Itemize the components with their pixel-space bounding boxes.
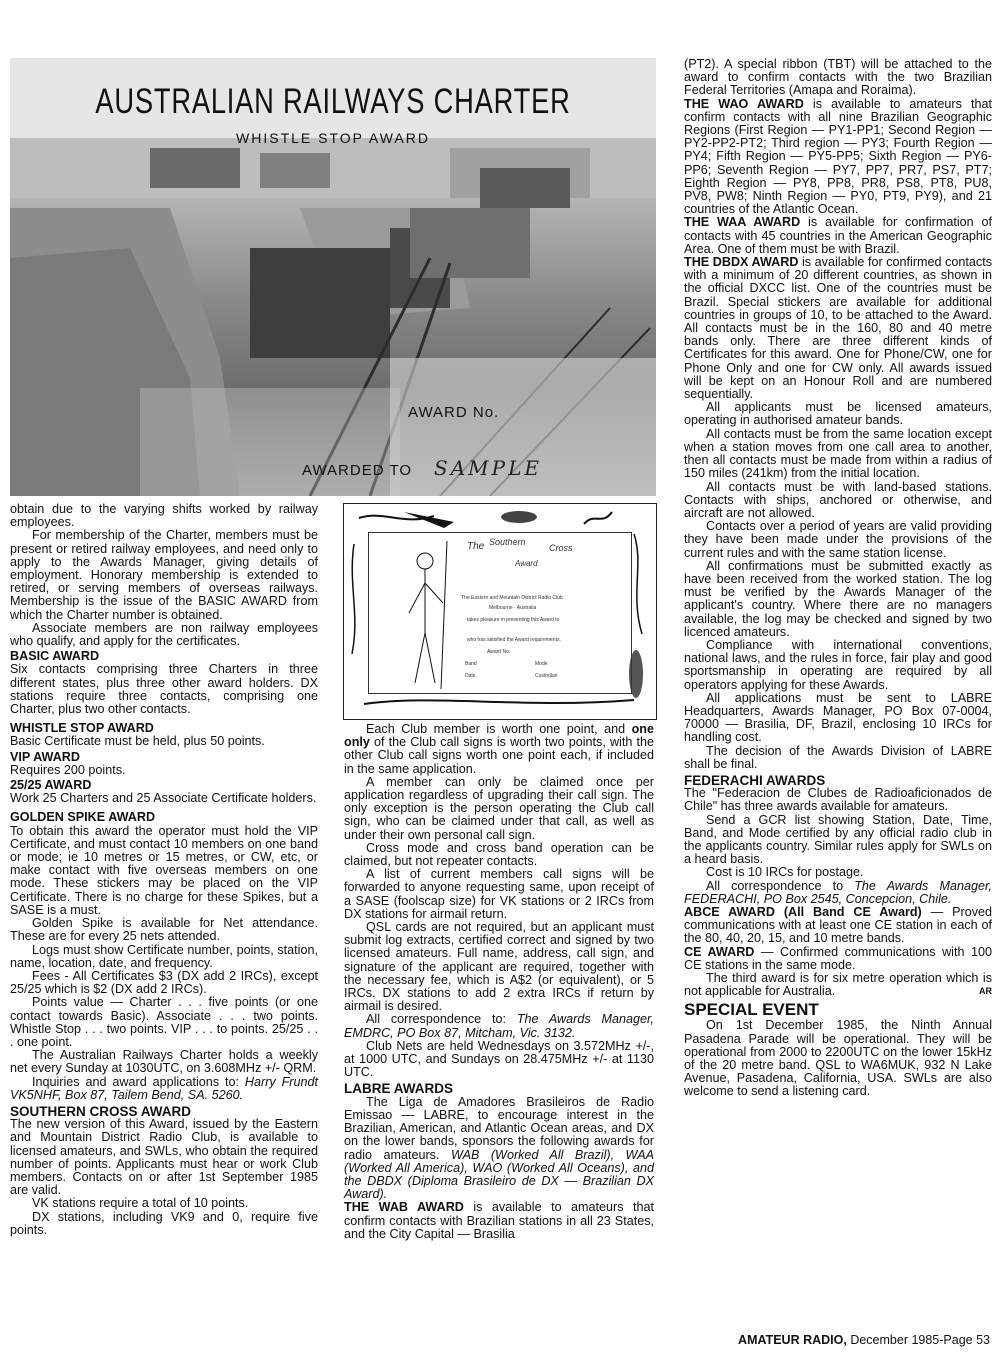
paragraph [344, 1013, 654, 1039]
paragraph: The "Federacion de Clubes de Radioaficionados de Chile" has three awards available for amateurs. [684, 786, 992, 814]
heading-ce-award: CE AWARD [684, 944, 755, 959]
paragraph: Cross mode and cross band operation can be claimed, but not repeater contacts. [344, 840, 654, 869]
heading-golden-spike-award: GOLDEN SPIKE AWARD [10, 810, 156, 825]
text: Inquiries and award applications to: [32, 1074, 245, 1089]
heading-wab-award: THE WAB AWARD [344, 1200, 464, 1215]
column-2 [344, 723, 654, 1241]
end-mark: AR [979, 986, 992, 997]
paragraph: obtain due to the varying shifts worked by railway employees. [10, 502, 318, 530]
text: of the Club call signs is worth two points, with the other Club call signs worth one point each, if included in the same application. [344, 735, 654, 776]
address: The Awards Manager, EMDRC, PO Box 87, Mitcham, Vic. 3132. [344, 1012, 654, 1040]
cert-line-3: takes pleasure in presenting this Award to [467, 617, 560, 623]
paragraph: The decision of the Awards Division of LABRE shall be final. [684, 743, 992, 771]
heading-2525-award: 25/25 AWARD [10, 778, 92, 793]
text: The third award is for six metre operation which is not applicable for Australia. [684, 971, 992, 999]
paragraph: Six contacts comprising three Charters in three different states, plus three other award holders. DX stations require three contacts, comprising one Charter, plus two other contacts. [10, 662, 318, 717]
address: The Awards Manager, FEDERACHI, PO Box 2545, Concepcion, Chile. [684, 878, 992, 906]
paragraph [684, 880, 992, 906]
heading-whistle-stop-award: WHISTLE STOP AWARD [10, 721, 154, 736]
heading-federachi-awards: FEDERACHI AWARDS [684, 772, 826, 788]
railway-scene-drawing [10, 58, 656, 496]
column-3 [684, 58, 992, 1099]
issue-date: December 1985- [846, 1333, 944, 1347]
cert-award-no: Award No. [487, 649, 511, 655]
paragraph: The Australian Railways Charter holds a weekly net every Sunday at 1030UTC, on 3.608MHz +/- QRM. [10, 1048, 318, 1076]
paragraph: Compliance with international conventions, national laws, and the rules in force, fair play and good sportsmanship in operating are required by all operators applying for these Awards. [684, 637, 992, 692]
page-number: Page 53 [943, 1333, 990, 1347]
paragraph [684, 256, 992, 401]
paragraph [344, 1201, 654, 1241]
paragraph: For membership of the Charter, members must be present or retired railway employees, and need only to apply to the Awards Manager, giving details of employment. Honorary membership is extended to retired, or serving members of overseas railways. Membership is the issue of the BASIC AWARD from which the Charter number is obtained. [10, 528, 318, 622]
heading-labre-awards: LABRE AWARDS [344, 1081, 454, 1097]
paragraph: All applicants must be licensed amateurs, operating in authorised amateur bands. [684, 400, 992, 428]
paragraph: Basic Certificate must be held, plus 50 points. [10, 734, 265, 749]
heading-abce-award: ABCE AWARD (All Band CE Award) [684, 905, 922, 919]
text: The Liga de Amadores Brasileiros de Radio Emissao — LABRE, to encourage interest in the Brazilian, American, and Atlantic Ocean areas, and DX on the lower bands, sponsors the following awards for radio amateurs. [344, 1094, 654, 1162]
paragraph: VK stations require a total of 10 points. [32, 1196, 249, 1211]
magazine-name: AMATEUR RADIO, [738, 1333, 847, 1347]
award-list: WAB (Worked All Brazil), WAA (Worked All America), WAO (Worked All Oceans), and the DBDX (Diploma Brasileiro de DX — Brazilian DX Award). [344, 1147, 654, 1202]
text: is available to amateurs that confirm contacts with all nine Brazilian Geographic Regions (First Region — PY1-PP1; Second Region — PY2-PP2-PT2; Third region — PY3; Fourth Region — PY4; Fifth Region — PY5-PP5; Sixth Region — PY6-PP6; Seventh Region — PY7, PP7, PR7, PS7, PT7; Eighth Region — PY8, PP8, PR8, PS8, PT8, PU8, PV8, PW8; Ninth Region — PY0, PT9, PY9), and 21 countries of the Atlantic Ocean. [684, 96, 992, 217]
page-footer [738, 1333, 990, 1347]
paragraph [344, 1096, 654, 1202]
paragraph: Associate members are non railway employees who qualify, and apply for the certificates. [10, 620, 318, 649]
certificate-title: AUSTRALIAN RAILWAYS CHARTER [95, 82, 571, 121]
paragraph: Club Nets are held Wednesdays on 3.572MHz +/-, at 1000 UTC, and Sundays on 28.475MHz +/- at 1130 UTC. [344, 1038, 654, 1080]
paragraph: Golden Spike is available for Net attendance. These are for every 25 nets attended. [10, 916, 318, 944]
cert-line-2: Melbourne · Australia [489, 605, 537, 611]
paragraph: All confirmations must be submitted exactly as have been received from the worked station. The log must be verified by the Awards Manager of the applicant's country. Where there are no managers available, the log may be checked and signed by two licenced amateurs. [684, 558, 992, 639]
heading-wao-award: THE WAO AWARD [684, 96, 804, 111]
paragraph [684, 972, 992, 998]
paragraph: DX stations, including VK9 and 0, require five points. [10, 1209, 318, 1237]
paragraph: Send a GCR list showing Station, Date, Time, Band, and Mode certified by any official radio club in the applicants country. Similar rules apply for SWLs on a heard basis. [684, 812, 992, 867]
paragraph: Fees - All Certificates $3 (DX add 2 IRCs), except 25/25 which is $2 (DX add 2 IRCs). [10, 968, 318, 997]
aboriginal-figure-drawing [395, 533, 455, 691]
column-1 [10, 503, 318, 1237]
railway-charter-certificate-photo [10, 58, 656, 496]
paragraph [10, 1076, 318, 1102]
cert-the: The [467, 541, 485, 552]
paragraph: The new version of this Award, issued by the Eastern and Mountain District Radio Club, is available to licensed amateurs, and SWLs, who obtain the required number of points. Applicants must hear or work Club members. Contacts on or after 1st September 1985 are valid. [10, 1117, 318, 1198]
award-number-label: AWARD No. [408, 404, 500, 421]
heading-vip-award: VIP AWARD [10, 749, 80, 764]
paragraph [344, 723, 654, 776]
paragraph: A list of current members call signs will be forwarded to anyone requesting same, upon receipt of a SASE (foolscap size) for VK stations or 2 IRCs from DX stations for airmail return. [344, 867, 654, 921]
paragraph: All contacts must be with land-based stations. Contacts with ships, anchored or otherwise, and aircraft are not allowed. [684, 479, 992, 520]
heading-southern-cross-award: SOUTHERN CROSS AWARD [10, 1103, 192, 1119]
paragraph [684, 906, 992, 946]
paragraph [684, 98, 992, 217]
paragraph: On 1st December 1985, the Ninth Annual Pasadena Parade will be operational. They will be operational from 2000 to 2200UTC on the lower 15kHz of the 20 metre band. QSL to WA6MUK, 932 N Lake Avenue, Pasadena, California, USA. SWLs are also welcome to send a listening card. [684, 1018, 992, 1099]
cert-band: Band [465, 661, 477, 667]
heading-waa-award: THE WAA AWARD [684, 215, 801, 230]
paragraph: Contacts over a period of years are valid providing they have been made under the provisions of the current rules and with the same station license. [684, 519, 992, 560]
text: — Proved communications with at least one CE station in each of the 80, 40, 20, 15, and 10 metre bands. [684, 905, 993, 946]
text: is available for confirmed contacts with a minimum of 20 different countries, as shown in the official DXCC list. One of the countries must be Brazil. Special stickers are available for additional countries in groups of 10, to be attached to the Award. All contacts must be in the 160, 80 and 40 metre bands only. There are three different kinds of Certificates for this award. One for Phone/CW, one for Phone Only and one for CW only. All awards issued will be kept on an Honour Roll and are numbered sequentially. [684, 255, 992, 402]
sample-handwriting: SAMPLE [434, 456, 542, 480]
paragraph: (PT2). A special ribbon (TBT) will be attached to the award to confirm contacts with the two Brazilian Federal Territories (Amapa and Roraima). [684, 57, 992, 98]
paragraph [684, 216, 992, 256]
cert-custodian: Custodian [535, 673, 558, 679]
paragraph: QSL cards are not required, but an applicant must submit log extracts, certified correct and signed by two licensed amateurs. Full name, address, call sign, and signature of the applicant are required, together with the necessary fee, which is A$2 (or equivalent), or 5 IRCs. DX stations to add 2 extra IRCs if return by airmail is desired. [344, 920, 654, 1014]
cert-mode: Mode [535, 661, 548, 667]
cert-award: Award [515, 559, 538, 568]
paragraph: Points value — Charter . . . five points (or one contact towards Basic). Associate . . . two points. Whistle Stop . . . two points. VIP . . . to points. 25/25 . . . one point. [10, 995, 318, 1049]
heading-basic-award: BASIC AWARD [10, 649, 100, 664]
text: is available to amateurs that confirm contacts with Brazilian stations in all 23 States, and the City Capital — Brasilia [344, 1200, 654, 1241]
paragraph: A member can only be claimed once per application regardless of upgrading their call sign. The only exception is the person operating the Club call sign, who can be claimed under that call, as well as under their own personal call sign. [344, 774, 654, 842]
cert-southern: Southern [489, 537, 526, 547]
text: All correspondence to [706, 878, 855, 893]
paragraph: All contacts must be from the same location except when a station moves from one call area to another, then all contacts must be made from within a radius of 150 miles (241km) from the initial location. [684, 426, 992, 481]
heading-dbdx-award: THE DBDX AWARD [684, 255, 799, 270]
address: Harry Frundt VK5NHF, Box 87, Tailem Bend, SA. 5260. [10, 1074, 318, 1102]
text: is available for confirmation of contacts with 45 countries in the American Geographic Area. One of them must be with Brazil. [684, 215, 992, 256]
certificate-inner-frame [368, 532, 632, 694]
paragraph: All applications must be sent to LABRE Headquarters, Awards Manager, PO Box 07-0004, 70000 — Brasilia, DF, Brazil, enclosing 10 IRCs for handling cost. [684, 690, 992, 745]
cert-line-1: The Eastern and Mountain District Radio Club [461, 595, 563, 601]
southern-cross-certificate-image [343, 503, 657, 720]
text: Each Club member is worth one point, and [366, 722, 632, 736]
paragraph [684, 946, 992, 972]
paragraph: Cost is 10 IRCs for postage. [706, 865, 864, 880]
text: — Confirmed communications with 100 CE stations in the same mode. [684, 944, 992, 972]
certificate-subtitle: WHISTLE STOP AWARD [236, 130, 430, 146]
paragraph: Requires 200 points. [10, 762, 126, 777]
heading-special-event: SPECIAL EVENT [684, 1000, 819, 1020]
paragraph: Work 25 Charters and 25 Associate Certificate holders. [10, 791, 317, 806]
cert-line-4: who has satisfied the Award requirements. [467, 637, 561, 643]
cert-cross: Cross [549, 543, 573, 553]
paragraph: To obtain this award the operator must hold the VIP Certificate, and must contact 10 members on one band or mode; ie 10 metres or 15 metres, or CW, etc, or make contact with five overseas members on one mode. These stickers may be placed on the VIP Certificate. There is no charge for these Spikes, but a SASE is a must. [10, 823, 318, 917]
text: All correspondence to: [366, 1012, 517, 1027]
awarded-to-label: AWARDED TO [302, 462, 413, 479]
emphasis: one only [344, 722, 654, 750]
cert-date: Date [465, 673, 476, 679]
paragraph: Logs must show Certificate number, points, station, name, location, date, and frequency. [10, 942, 318, 970]
